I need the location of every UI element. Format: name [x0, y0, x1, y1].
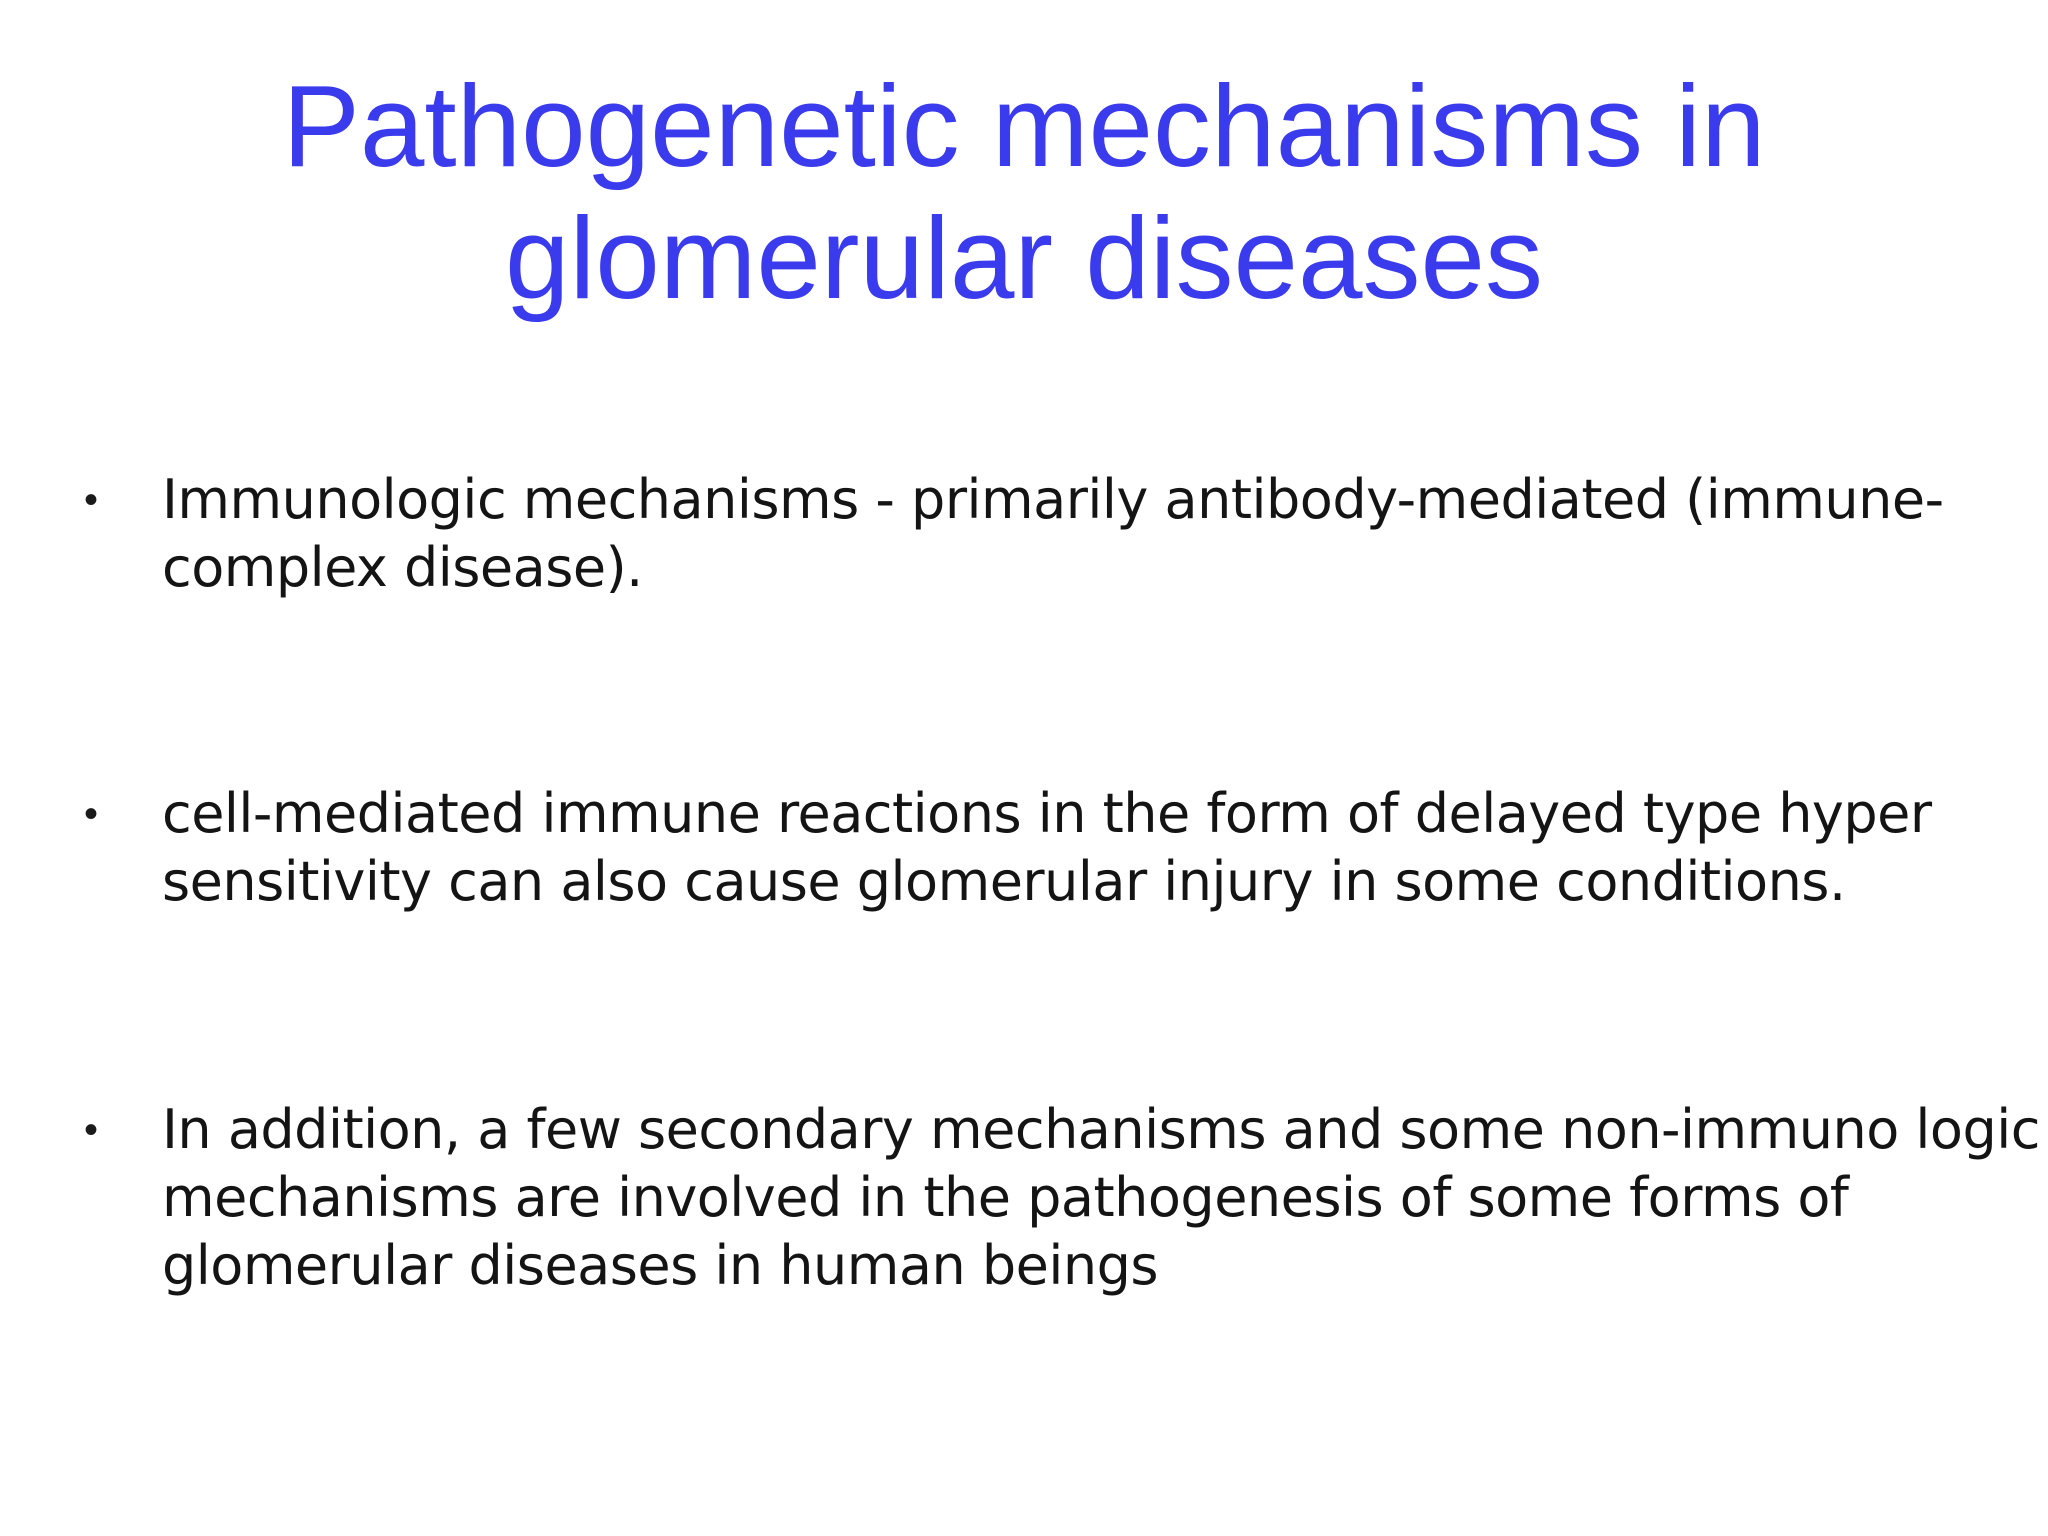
bullet-text — [162, 1096, 2040, 1300]
bullet-line: In addition, a few secondary mechanisms and some non-immuno logic — [162, 1098, 2040, 1161]
bullet-dot-icon: • — [84, 1108, 99, 1152]
slide-title-line: Pathogenetic mechanisms in — [282, 61, 1766, 191]
bullet-line: complex disease). — [162, 536, 643, 599]
bullet-line: glomerular diseases in human beings — [162, 1234, 1158, 1297]
bullet-line: Immunologic mechanisms - primarily antibody-mediated (immune- — [162, 468, 1944, 531]
bullet-line: cell-mediated immune reactions in the form of delayed type hyper — [162, 782, 1932, 845]
bullet-line: sensitivity can also cause glomerular injury in some conditions. — [162, 850, 1846, 913]
bullet-line: mechanisms are involved in the pathogenesis of some forms of — [162, 1166, 1849, 1229]
bullet-text — [162, 780, 2002, 916]
bullet-dot-icon: • — [84, 478, 99, 522]
bullet-text — [162, 466, 2002, 602]
bullet-dot-icon: • — [84, 792, 99, 836]
slide-title-line: glomerular diseases — [504, 193, 1544, 323]
